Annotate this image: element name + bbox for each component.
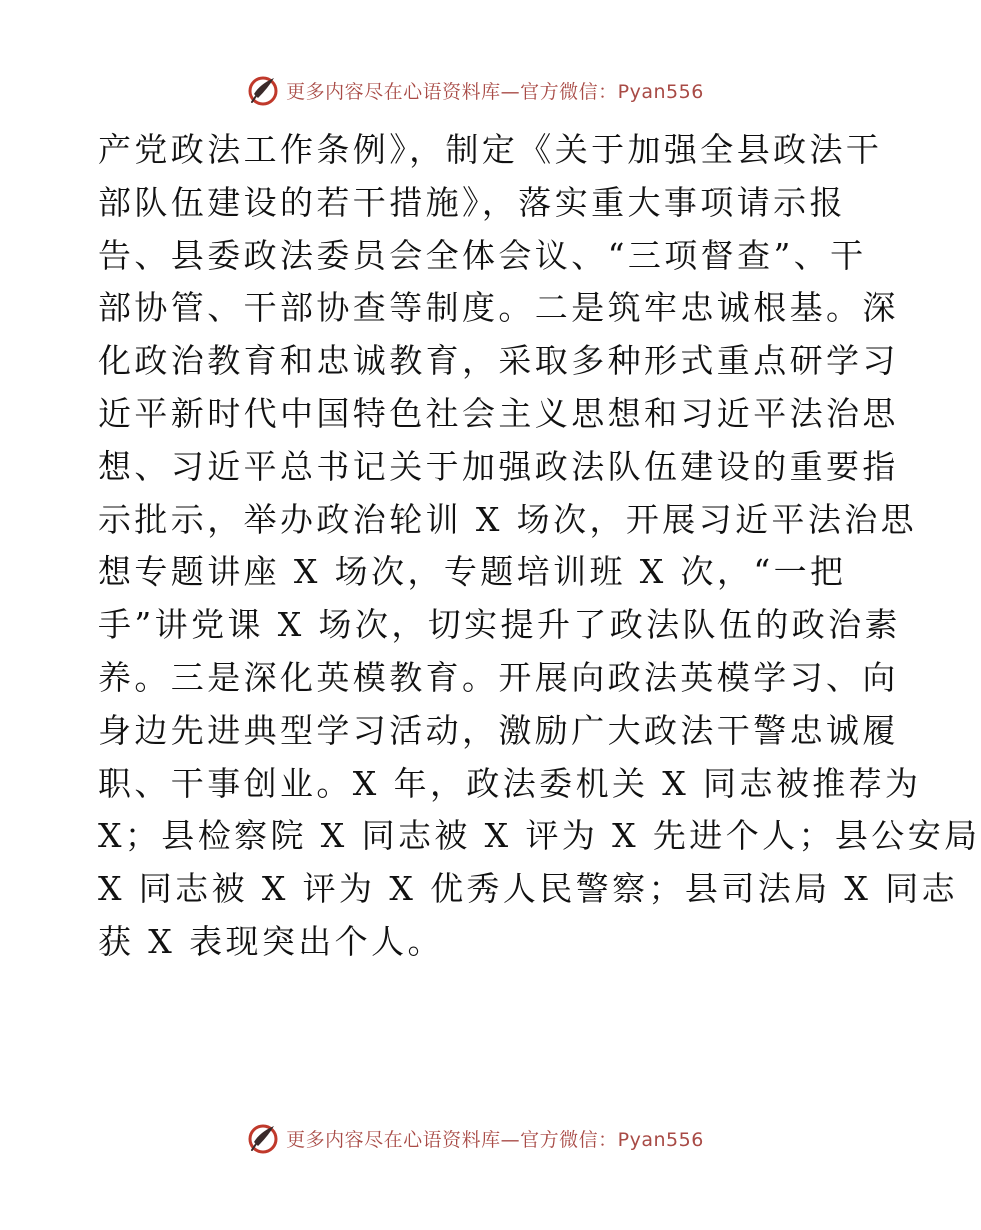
text-line: 职、干事创业。X 年，政法委机关 X 同志被推荐为 [98,763,922,803]
header-banner [0,70,950,110]
text-line: X；县检察院 X 同志被 X 评为 X 先进个人；县公安局 [98,816,981,856]
text-line: 身边先进典型学习活动，激励广大政法干警忠诚履 [98,710,899,750]
text-line: 想、习近平总书记关于加强政法队伍建设的重要指 [98,446,899,486]
footer-banner [0,1118,950,1158]
text-line: X 同志被 X 评为 X 优秀人民警察；县司法局 X 同志 [98,869,959,909]
text-line: 想专题讲座 X 场次，专题培训班 X 次，“一把 [98,552,847,592]
text-line: 养。三是深化英模教育。开展向政法英模学习、向 [98,657,899,697]
text-line: 示批示，举办政治轮训 X 场次，开展习近平法治思 [98,499,918,539]
footer-banner-text: 更多内容尽在心语资料库—官方微信：Pyan556 [286,1128,704,1151]
text-line: 部队伍建设的若干措施》，落实重大事项请示报 [98,182,846,222]
header-banner-text: 更多内容尽在心语资料库—官方微信：Pyan556 [286,80,704,103]
pen-quill-logo-icon [246,72,282,108]
pen-quill-logo-icon [246,1120,282,1156]
text-line: 告、县委政法委员会全体会议、“三项督查”、干 [98,235,867,275]
text-line: 手”讲党课 X 场次，切实提升了政法队伍的政治素 [98,605,901,645]
text-line: 获 X 表现突出个人。 [98,921,444,961]
document-body [98,124,981,969]
text-line: 部协管、干部协查等制度。二是筑牢忠诚根基。深 [98,288,899,328]
text-line: 近平新时代中国特色社会主义思想和习近平法治思 [98,393,899,433]
text-line: 化政治教育和忠诚教育，采取多种形式重点研学习 [98,341,899,381]
text-line: 产党政法工作条例》，制定《关于加强全县政法干 [98,130,883,169]
